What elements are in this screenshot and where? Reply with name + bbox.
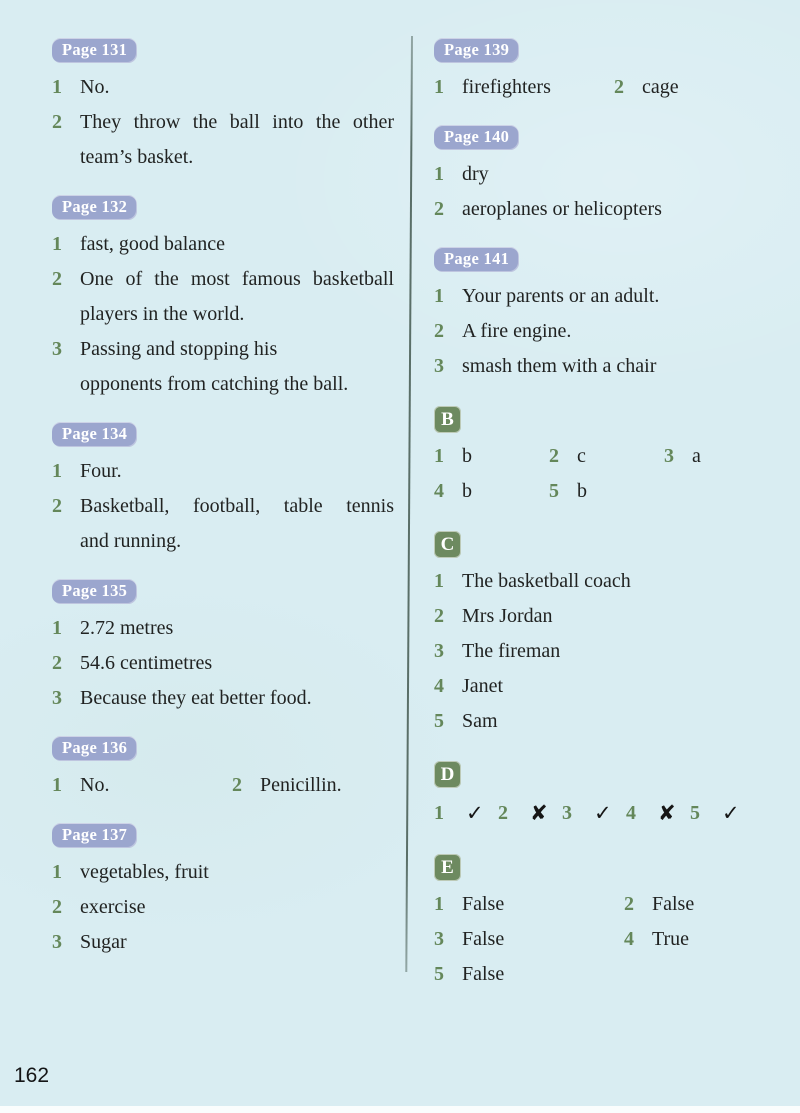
answer-item bbox=[614, 70, 774, 105]
page-badge-140: Page 140 bbox=[434, 125, 519, 150]
answer-text: b bbox=[462, 445, 472, 467]
answer-item bbox=[549, 439, 664, 474]
answer-number: 5 bbox=[690, 802, 700, 824]
answer-item bbox=[434, 70, 614, 105]
section-badge-c: C bbox=[434, 531, 461, 558]
answer-text: False bbox=[652, 893, 695, 915]
answer-number: 3 bbox=[434, 928, 444, 950]
answer-item bbox=[624, 922, 774, 957]
answer-pair-row bbox=[434, 957, 774, 992]
answer-item bbox=[52, 768, 232, 803]
answer-number: 2 bbox=[624, 893, 634, 915]
answer-item bbox=[52, 70, 394, 105]
answer-text: cage bbox=[642, 76, 679, 98]
answer-text: dry bbox=[462, 163, 489, 185]
answer-text: A fire engine. bbox=[462, 320, 572, 342]
answer-number: 4 bbox=[626, 802, 636, 824]
answer-number: 1 bbox=[434, 893, 444, 915]
page-badge-139: Page 139 bbox=[434, 38, 519, 63]
answer-text: b bbox=[462, 480, 472, 502]
page-badge-131: Page 131 bbox=[52, 38, 137, 63]
answer-number: 3 bbox=[562, 802, 572, 824]
check-mark-icon: ✓ bbox=[466, 801, 484, 825]
answer-number: 1 bbox=[52, 861, 62, 883]
answer-number: 2 bbox=[52, 268, 62, 290]
answer-number: 3 bbox=[434, 640, 444, 662]
answer-number: 4 bbox=[624, 928, 634, 950]
answer-number: 2 bbox=[549, 445, 559, 467]
answer-number: 4 bbox=[434, 480, 444, 502]
answer-item bbox=[52, 262, 394, 332]
answer-item bbox=[626, 794, 690, 832]
answer-number: 2 bbox=[434, 605, 444, 627]
answer-item bbox=[52, 855, 394, 890]
cross-mark-icon: ✘ bbox=[658, 801, 676, 825]
answer-text: One of the most famous basketball bbox=[80, 268, 394, 290]
answer-item bbox=[434, 669, 774, 704]
answer-item bbox=[434, 439, 549, 474]
column-divider bbox=[405, 36, 413, 972]
answer-number: 3 bbox=[52, 338, 62, 360]
answer-number: 1 bbox=[434, 76, 444, 98]
answer-item bbox=[434, 564, 774, 599]
answer-text: c bbox=[577, 445, 586, 467]
answer-item bbox=[52, 925, 394, 960]
answer-item bbox=[52, 489, 394, 559]
answer-text: The basketball coach bbox=[462, 570, 631, 592]
answer-text: vegetables, fruit bbox=[80, 861, 209, 883]
answer-number: 1 bbox=[434, 445, 444, 467]
answer-item bbox=[434, 192, 774, 227]
answer-item bbox=[562, 794, 626, 832]
answer-number: 2 bbox=[52, 896, 62, 918]
answer-item bbox=[664, 439, 774, 474]
answer-pair-row bbox=[434, 922, 774, 957]
answer-text: Basketball, football, table tennis bbox=[80, 495, 394, 517]
page-number: 162 bbox=[14, 1064, 50, 1087]
answer-number: 5 bbox=[434, 710, 444, 732]
answer-number: 1 bbox=[434, 802, 444, 824]
section-badge-d: D bbox=[434, 761, 461, 788]
answer-item bbox=[434, 157, 774, 192]
answer-text: firefighters bbox=[462, 76, 551, 98]
left-column bbox=[52, 38, 394, 960]
answer-item bbox=[52, 611, 394, 646]
answer-number: 3 bbox=[664, 445, 674, 467]
answer-text: 2.72 metres bbox=[80, 617, 174, 639]
answer-text: opponents from catching the ball. bbox=[80, 373, 349, 395]
answer-number: 1 bbox=[52, 233, 62, 255]
marks-row bbox=[434, 794, 774, 832]
right-column bbox=[434, 38, 774, 992]
answer-text: Penicillin. bbox=[260, 774, 342, 796]
answer-number: 4 bbox=[434, 675, 444, 697]
answer-text: 54.6 centimetres bbox=[80, 652, 213, 674]
answer-text: and running. bbox=[80, 530, 182, 552]
answer-item bbox=[52, 454, 394, 489]
answer-item bbox=[52, 890, 394, 925]
page-badge-136: Page 136 bbox=[52, 736, 137, 761]
answer-text: Your parents or an adult. bbox=[462, 285, 660, 307]
answer-number: 1 bbox=[52, 460, 62, 482]
section-badge-b: B bbox=[434, 406, 461, 433]
answer-text: Mrs Jordan bbox=[462, 605, 553, 627]
answer-number: 3 bbox=[434, 355, 444, 377]
answer-number: 2 bbox=[232, 774, 242, 796]
answer-text: The fireman bbox=[462, 640, 561, 662]
answer-pair-row bbox=[52, 768, 394, 803]
answer-text: True bbox=[652, 928, 690, 950]
answer-number: 2 bbox=[52, 495, 62, 517]
answer-number: 1 bbox=[52, 774, 62, 796]
answer-number: 1 bbox=[434, 570, 444, 592]
answer-text: Sugar bbox=[80, 931, 127, 953]
answer-item bbox=[434, 887, 624, 922]
page-badge-135: Page 135 bbox=[52, 579, 137, 604]
answer-item bbox=[498, 794, 562, 832]
cross-mark-icon: ✘ bbox=[530, 801, 548, 825]
answer-number: 1 bbox=[434, 163, 444, 185]
answer-text: Four. bbox=[80, 460, 122, 482]
check-mark-icon: ✓ bbox=[594, 801, 612, 825]
answer-text: False bbox=[462, 928, 505, 950]
answer-pair-row bbox=[434, 887, 774, 922]
answer-item bbox=[434, 474, 549, 509]
answer-item bbox=[434, 599, 774, 634]
answer-item bbox=[434, 634, 774, 669]
answer-number: 2 bbox=[614, 76, 624, 98]
answer-number: 2 bbox=[52, 652, 62, 674]
answer-item bbox=[52, 227, 394, 262]
answer-item bbox=[52, 681, 394, 716]
answer-text: smash them with a chair bbox=[462, 355, 657, 377]
answer-item bbox=[624, 887, 774, 922]
answer-text: No. bbox=[80, 76, 110, 98]
answer-number: 2 bbox=[434, 198, 444, 220]
answer-item bbox=[434, 922, 624, 957]
answer-text: team’s basket. bbox=[80, 146, 194, 168]
answer-text: They throw the ball into the other bbox=[80, 111, 394, 133]
answer-text: fast, good balance bbox=[80, 233, 225, 255]
answer-number: 1 bbox=[52, 617, 62, 639]
choice-row bbox=[434, 439, 774, 474]
answer-number: 2 bbox=[498, 802, 508, 824]
answer-text: aeroplanes or helicopters bbox=[462, 198, 662, 220]
answer-item bbox=[52, 105, 394, 175]
answer-item bbox=[549, 474, 664, 509]
answer-text: exercise bbox=[80, 896, 146, 918]
answer-text: False bbox=[462, 893, 505, 915]
answer-text: Janet bbox=[462, 675, 504, 697]
answer-text: Passing and stopping his bbox=[80, 338, 278, 360]
answer-number: 3 bbox=[52, 931, 62, 953]
page-badge-134: Page 134 bbox=[52, 422, 137, 447]
check-mark-icon: ✓ bbox=[722, 801, 740, 825]
answer-item bbox=[434, 704, 774, 739]
answer-text: players in the world. bbox=[80, 303, 245, 325]
section-badge-e: E bbox=[434, 854, 461, 881]
answer-text: a bbox=[692, 445, 701, 467]
answer-number: 2 bbox=[434, 320, 444, 342]
answer-item bbox=[434, 794, 498, 832]
answer-number: 5 bbox=[434, 963, 444, 985]
answer-item bbox=[690, 794, 754, 832]
answer-text: Sam bbox=[462, 710, 498, 732]
answer-item bbox=[434, 349, 774, 384]
answer-text: Because they eat better food. bbox=[80, 687, 312, 709]
answer-number: 1 bbox=[434, 285, 444, 307]
answer-item bbox=[434, 314, 774, 349]
page-badge-132: Page 132 bbox=[52, 195, 137, 220]
page-badge-137: Page 137 bbox=[52, 823, 137, 848]
answer-item bbox=[232, 768, 394, 803]
answer-number: 1 bbox=[52, 76, 62, 98]
answer-text: b bbox=[577, 480, 587, 502]
answer-item bbox=[434, 957, 624, 992]
answer-number: 2 bbox=[52, 111, 62, 133]
answer-item bbox=[434, 279, 774, 314]
choice-row bbox=[434, 474, 774, 509]
answer-number: 3 bbox=[52, 687, 62, 709]
answer-item bbox=[52, 332, 394, 402]
answer-text: No. bbox=[80, 774, 110, 796]
answer-number: 5 bbox=[549, 480, 559, 502]
answer-text: False bbox=[462, 963, 505, 985]
answer-item bbox=[52, 646, 394, 681]
page-badge-141: Page 141 bbox=[434, 247, 519, 272]
answer-pair-row bbox=[434, 70, 774, 105]
